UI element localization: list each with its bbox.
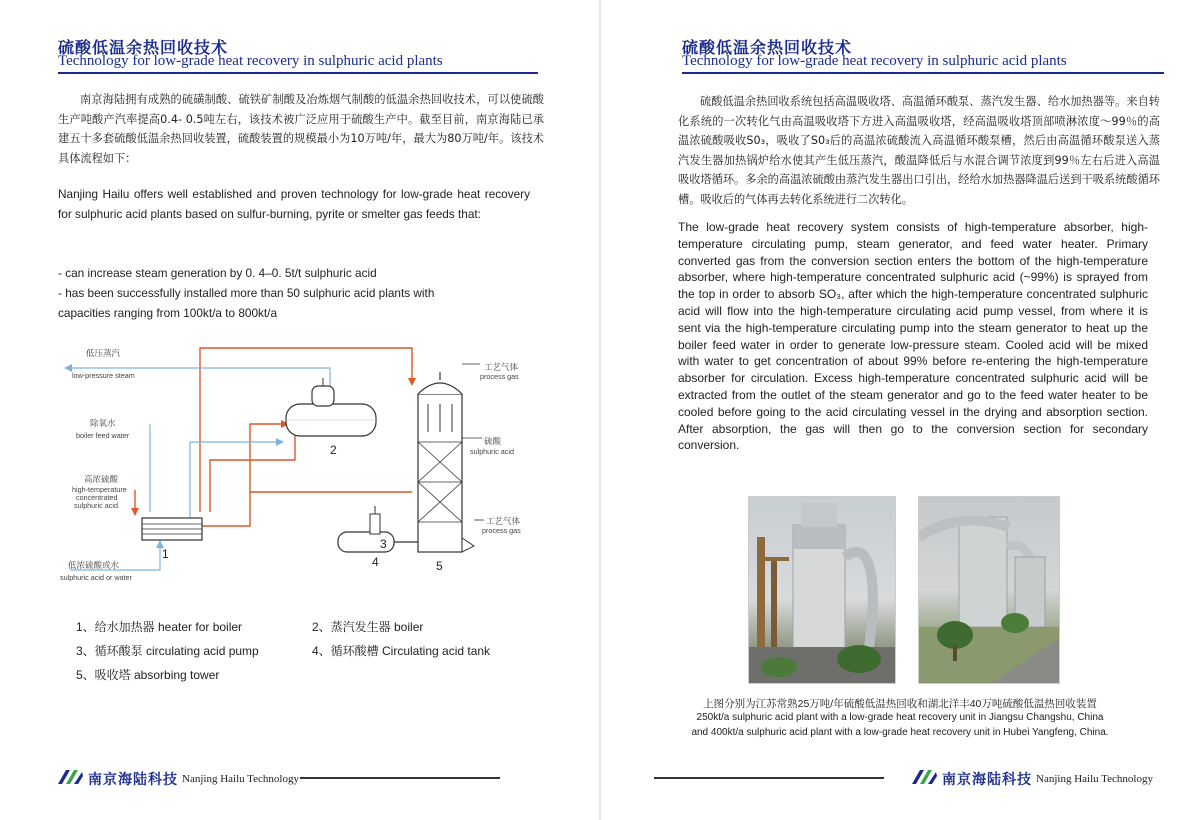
footer-rule	[300, 777, 500, 779]
footer-rule	[654, 777, 884, 779]
company-logo-icon	[56, 768, 84, 788]
diagram-num: 4	[372, 555, 379, 569]
bullet-item: - can increase steam generation by 0. 4–0. 5t/t sulphuric acid	[58, 266, 377, 280]
sulphuric-acid-label-zh: 硫酸	[484, 436, 502, 446]
diagram-num: 3	[380, 537, 387, 551]
diagram-num: 1	[162, 547, 169, 561]
page-title-en: Technology for low-grade heat recovery in sulphuric acid plants	[58, 53, 443, 69]
intro-en: Nanjing Hailu offers well established and proven technology for low-grade heat recovery for sulphuric acid plants based on sulfur-burning, pyrite or smelter gas feeds that:	[58, 187, 530, 221]
right-page	[600, 0, 1200, 820]
bullet-item: capacities ranging from 100kt/a to 800kt/a	[58, 306, 278, 320]
page-title-en: Technology for low-grade heat recovery in sulphuric acid plants	[682, 53, 1067, 69]
legend-item: 1、给水加热器 heater for boiler	[76, 620, 243, 634]
lp-steam-label-en: low-pressure steam	[72, 371, 135, 380]
hc-acid-label-en: sulphuric acid	[74, 501, 118, 510]
legend-item: 4、循环酸槽 Circulating acid tank	[312, 644, 491, 658]
description-zh: 硫酸低温余热回收系统包括高温吸收塔、高温循环酸泵、蒸汽发生器、给水加热器等。来自转化系统的一次转化气由高温吸收塔下方进入高温吸收塔，经高温吸收塔顶部喷淋浓度～99％的高温浓硫酸吸收S0₃，吸收了S0₃后的高温浓硫酸流入高温循环酸泵槽，然后由高温循环酸泵送入蒸汽发生器加热锅炉给水使其产生低压蒸汽，酸温降低后与水混合调节浓度到99％左右后进入高温吸收塔循环。多余的高温浓硫酸由蒸汽发生器出口引出，经给水加热器降温后送到干吸系统酸循环槽。吸收后的气体再去转化系统进行二次转化。	[678, 95, 1160, 206]
process-gas-bot-en: process gas	[482, 526, 521, 535]
process-gas-bot-zh: 工艺气体	[486, 516, 521, 526]
title-rule	[682, 72, 1164, 74]
legend-item: 5、吸收塔 absorbing tower	[76, 668, 220, 682]
footer-company-en: Nanjing Hailu Technology	[182, 773, 299, 785]
plant-photo-yangfeng	[918, 496, 1060, 684]
process-gas-top-zh: 工艺气体	[484, 362, 519, 372]
lp-steam-label-zh: 低压蒸汽	[86, 348, 121, 358]
photo-caption-en: 250kt/a sulphuric acid plant with a low-grade heat recovery unit in Jiangsu Changshu, China	[696, 712, 1104, 723]
hc-acid-label-en: high-temperature	[72, 485, 127, 494]
process-gas-top-en: process gas	[480, 372, 519, 381]
description-en: The low-grade heat recovery system consists of high-temperature absorber, high-temperature circulating pump, steam generator, and feed water heater. Primary converted gas from the conversion section enters the bottom of the high-temperature absorber, where high-temperature concentrated sulphuric acid (~99%) is sprayed from the top in order to absorb SO₃, after which the high-temperature concentrated sulphuric acid will flow into the high-temperature circulating acid pump vessel, from where it is sent via the high-temperature circulating pump into the steam generator to heat up the boiler feed water in order to generate low-pressure steam. Cooled acid will be mixed with water to get concentration of about 99% before re-entering the high-temperature absorber for circulation. Excess high-temperature concentrated sulphuric acid will be extracted from the outlet of the steam generator and go to the feed water heater to be cooled before going to the acid circulating vessel in the drying and absorption section. After absorption, the gas will then go to the conversion section for secondary conversion.	[678, 220, 1148, 453]
hc-acid-label-zh: 高浓硫酸	[84, 474, 119, 484]
process-flow-diagram	[50, 342, 540, 582]
company-logo-icon	[910, 768, 938, 788]
acid-line-boiler-heater	[210, 434, 295, 512]
plant-photo-changshu	[748, 496, 896, 684]
page-title-zh: 硫酸低温余热回收技术	[58, 38, 229, 57]
lc-acid-label-en: sulphuric acid or water	[60, 573, 132, 582]
legend-item: 2、蒸汽发生器 boiler	[312, 620, 424, 634]
bullet-item: - has been successfully installed more than 50 sulphuric acid plants with	[58, 286, 435, 300]
photo-caption-en: and 400kt/a sulphuric acid plant with a low-grade heat recovery unit in Hubei Yangfeng, China.	[691, 727, 1109, 738]
footer-company-zh: 南京海陆科技	[942, 772, 1032, 788]
legend-item: 3、循环酸泵 circulating acid pump	[76, 644, 259, 658]
bfw-label-en: boiler feed water	[76, 431, 130, 440]
diagram-num: 5	[436, 559, 443, 573]
photo-caption-zh: 上图分别为江苏常熟25万吨/年硫酸低温热回收和湖北洋丰40万吨硫酸低温热回收装置	[703, 698, 1097, 710]
page-title-zh: 硫酸低温余热回收技术	[682, 38, 853, 57]
hc-acid-label-en: concentrated	[76, 493, 118, 502]
bfw-label-zh: 除氧水	[90, 418, 116, 428]
footer-company-zh: 南京海陆科技	[88, 772, 178, 788]
sulphuric-acid-label-en: sulphuric acid	[470, 447, 514, 456]
intro-zh: 南京海陆拥有成熟的硫磺制酸、硫铁矿制酸及冶炼烟气制酸的低温余热回收技术，可以使硫酸生产吨酸产汽率提高0.4- 0.5吨左右，该技术被广泛应用于硫酸生产中。截至目前，南京海陆已承建五十多套硫酸低温余热回收装置，硫酸装置的规模最小为10万吨/年，最大为80万吨/年。该技术具体流程如下：	[58, 93, 544, 165]
lc-acid-label-zh: 低浓硫酸或水	[68, 560, 120, 570]
footer-company-en: Nanjing Hailu Technology	[1036, 773, 1153, 785]
title-rule	[58, 72, 538, 74]
diagram-num: 2	[330, 443, 337, 457]
